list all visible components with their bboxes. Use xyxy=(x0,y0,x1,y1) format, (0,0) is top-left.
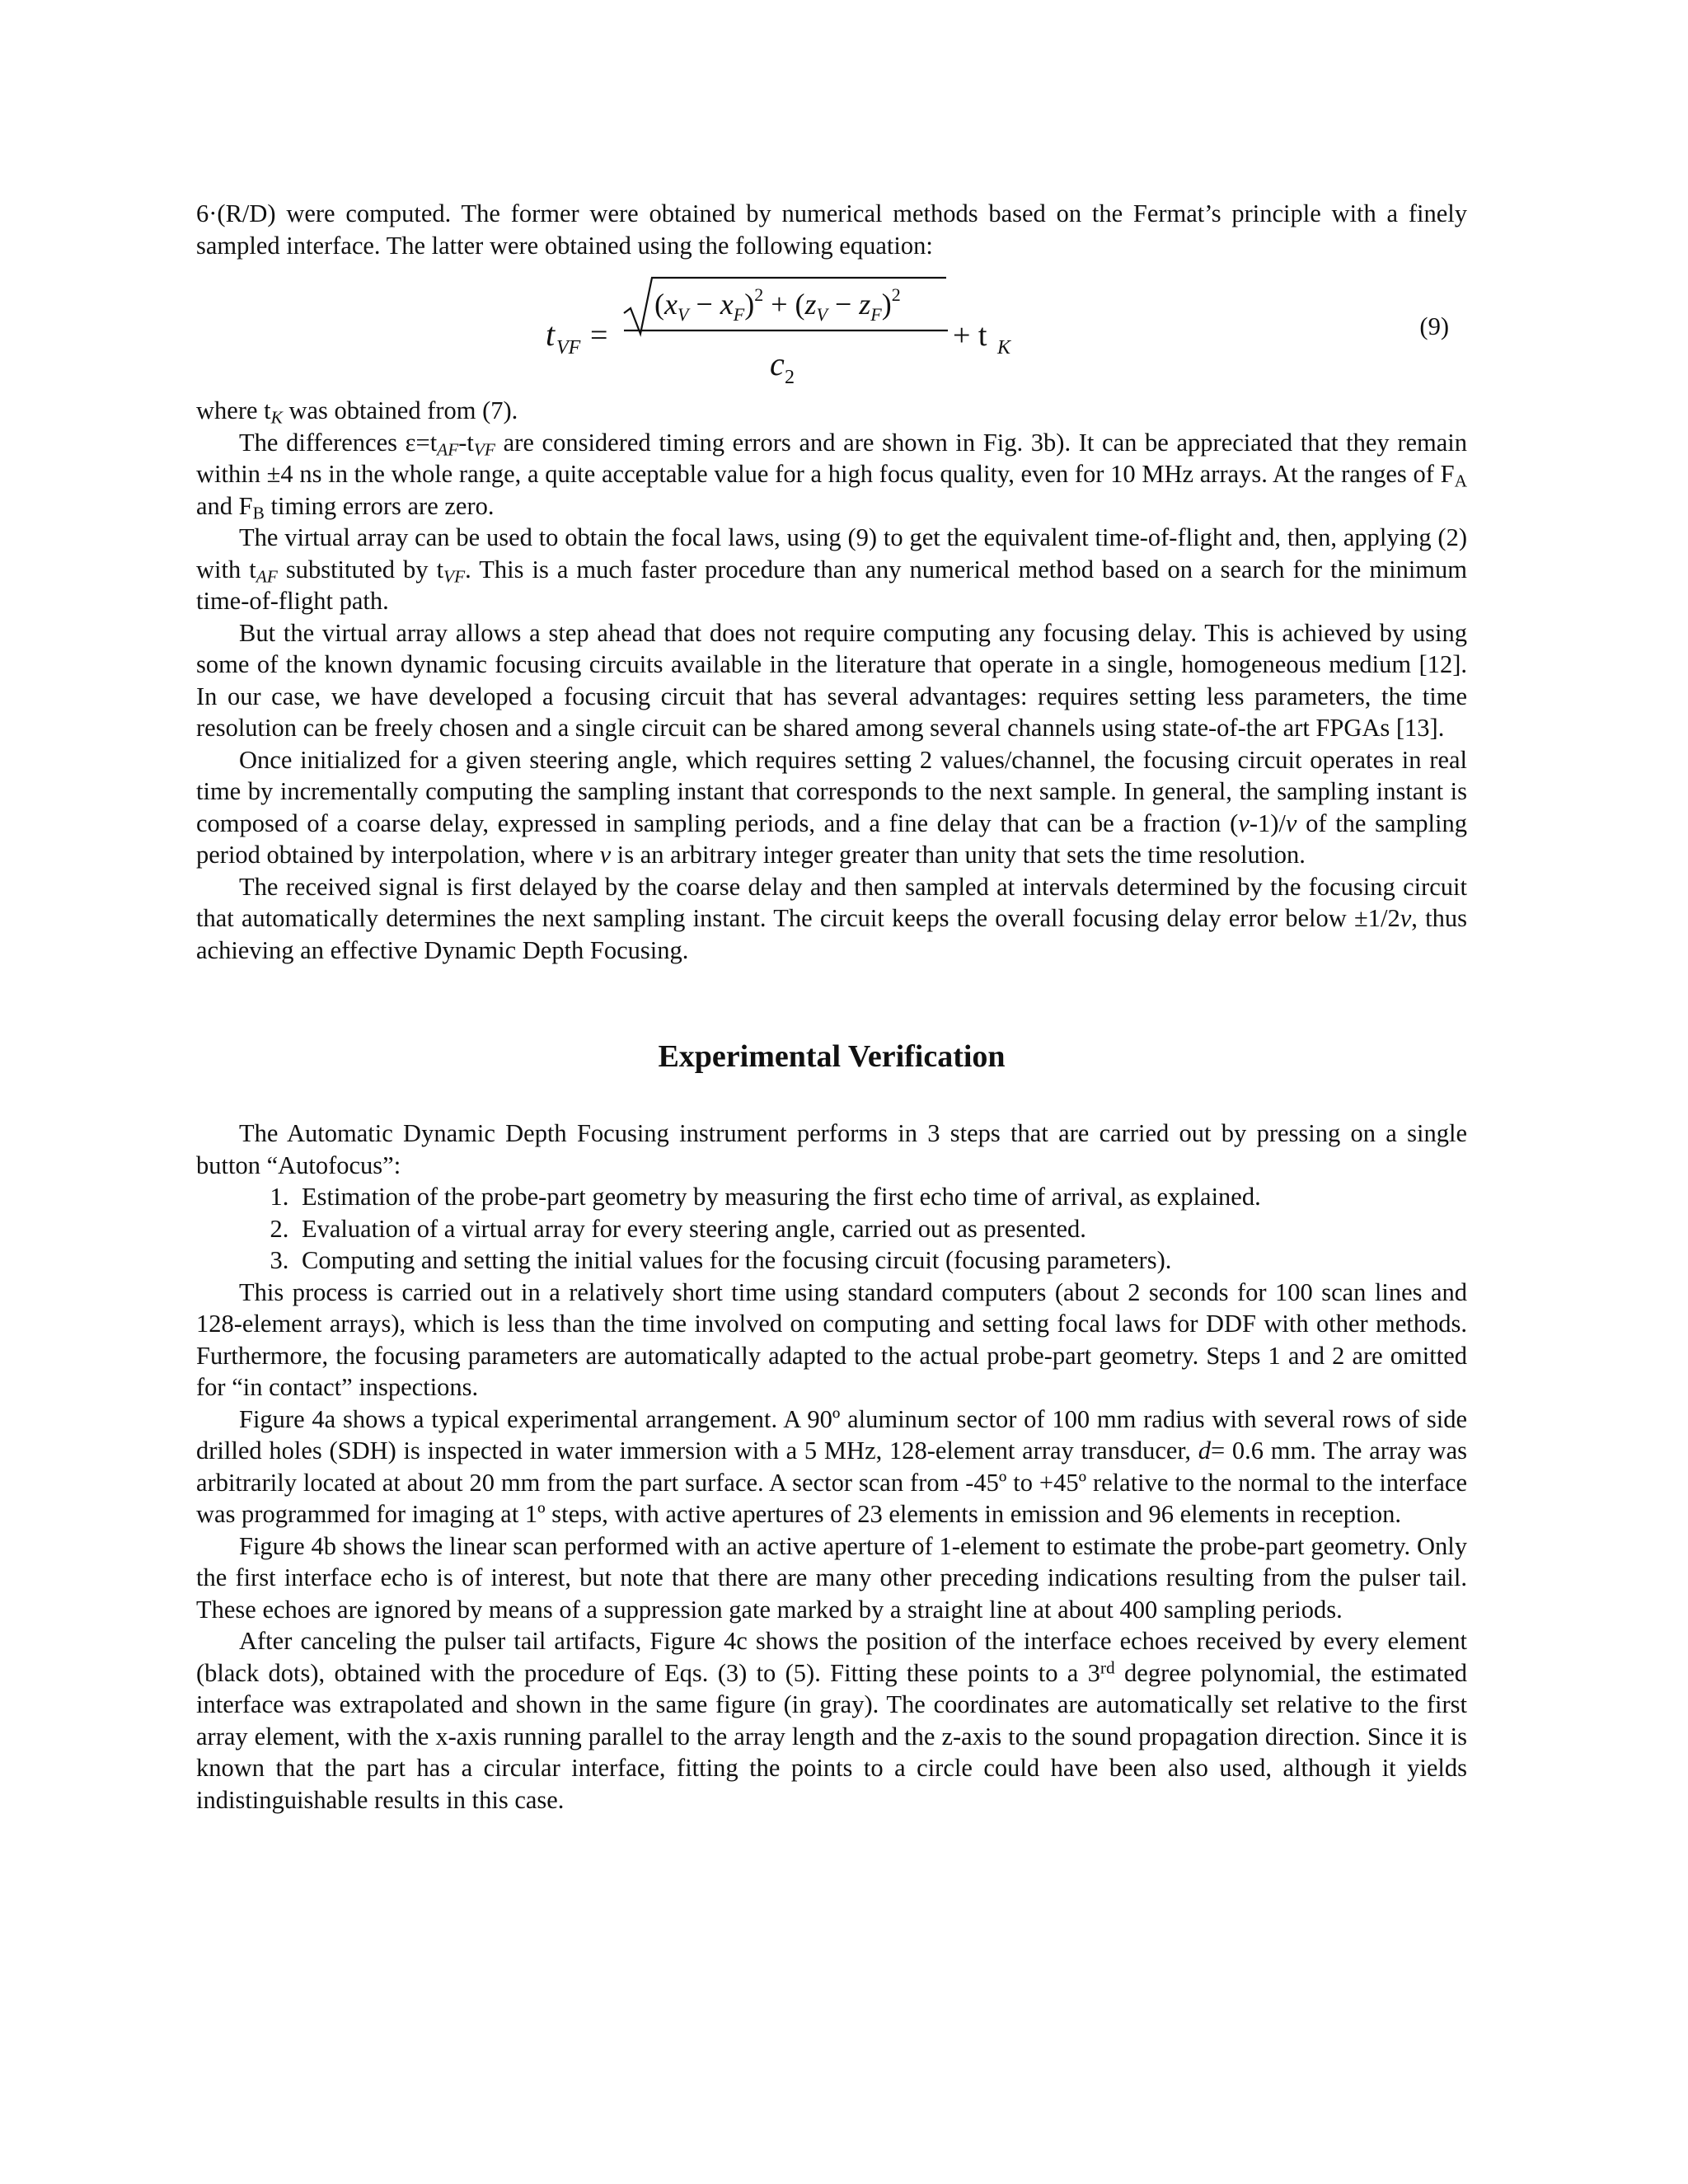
subscript: AF xyxy=(256,565,278,586)
subscript: K xyxy=(270,407,283,428)
subscript: AF xyxy=(437,438,459,459)
equation-lhs-subscript: VF xyxy=(556,337,581,359)
equation-denominator: c xyxy=(770,345,785,382)
list-item: 3. Computing and setting the initial values for the focusing circuit (focusing parameters). xyxy=(295,1244,1467,1277)
paragraph-figure-4c xyxy=(196,1625,1467,1816)
text-run: -1)/ xyxy=(1249,808,1286,837)
text-run: . This is a much faster procedure than any numerical method based on a search for the minimum time-of-flight path. xyxy=(196,555,1467,615)
equation-lhs: t xyxy=(546,316,556,353)
steps-list xyxy=(196,1181,1467,1277)
paragraph-figure-4b: Figure 4b shows the linear scan performed with an active aperture of 1-element to estimate the probe-part geometry. Only the first interface echo is of interest, but note that there are many other preceding indications resulting from the pulser tail. These echoes are ignored by means of a suppression gate marked by a straight line at about 400 sampling periods. xyxy=(196,1531,1467,1624)
italic-var: v xyxy=(599,841,612,869)
equation-graphic xyxy=(196,268,1467,393)
document-page xyxy=(196,198,1467,1816)
text-run: The differences ε=t xyxy=(239,428,438,457)
paragraph-intro: 6·(R/D) were computed. The former were obtained by numerical methods based on the Fermat’s principle with a finely sampled interface. The latter were obtained using the following equation: xyxy=(196,199,1467,260)
text-run: -t xyxy=(458,428,474,457)
equation-tail: + t xyxy=(953,318,987,353)
paragraph-instrument: The Automatic Dynamic Depth Focusing instrument performs in 3 steps that are carried out by pressing on a single button “Autofocus”: xyxy=(196,1119,1467,1179)
equation-number: (9) xyxy=(1419,312,1449,340)
section-heading: Experimental Verification xyxy=(658,1039,1006,1074)
italic-var: d xyxy=(1198,1436,1211,1465)
superscript: rd xyxy=(1100,1657,1115,1677)
text-run: The virtual array can be used to obtain the focal laws, using (9) to get the equivalent time-of-flight and, then, applying (2) with t xyxy=(196,523,1467,583)
equation-denominator-subscript: 2 xyxy=(785,367,795,388)
text-run: where t xyxy=(196,396,271,424)
text-run: The received signal is first delayed by the coarse delay and then sampled at intervals determined by the focusing circuit that automatically determines the next sampling instant. The circuit keeps the overall focusing delay error below ±1/2 xyxy=(196,872,1467,932)
italic-var: v xyxy=(1285,808,1297,837)
text-run: , thus achieving an effective Dynamic Depth Focusing. xyxy=(196,904,1468,964)
italic-var: v xyxy=(1238,808,1250,837)
subscript: VF xyxy=(443,565,466,586)
paragraph-virtual-array xyxy=(196,522,1467,617)
text-run: = 0.6 mm. The array was arbitrarily located at about 20 mm from the part surface. A sector scan from -45º to +45º relative to the normal to the interface was programmed for imaging at 1º steps, with active apertures of 23 elements in emission and 96 elements in reception. xyxy=(196,1436,1467,1528)
paragraph-received-signal xyxy=(196,871,1467,967)
text-run: After canceling the pulser tail artifacts, Figure 4c shows the position of the interface echoes received by every element (black dots), obtained with the procedure of Eqs. (3) to (5). Fitting these points to a 3 xyxy=(196,1627,1467,1687)
text-run: is an arbitrary integer greater than unity that sets the time resolution. xyxy=(611,841,1306,869)
italic-var: v xyxy=(1400,904,1412,932)
equation-equals: = xyxy=(590,318,608,353)
text-run: timing errors are zero. xyxy=(264,491,495,520)
paragraph-differences xyxy=(196,427,1467,523)
equation-tail-subscript: K xyxy=(997,337,1011,359)
text-run: and F xyxy=(196,491,253,520)
paragraph-where xyxy=(196,395,1467,427)
equation-radicand: $(x_V - x_F)^2 + (z_V - z_F)^2$ xyxy=(654,284,901,325)
text-run: substituted by t xyxy=(277,555,444,583)
subscript: B xyxy=(252,502,265,523)
text-run: degree polynomial, the estimated interface was extrapolated and shown in the same figure (in gray). The coordinates are automatically set relative to the first array element, with the x-axis running parallel to the array length and the z-axis to the sound propagation direction. Since it is known that the part has a circular interface, fitting the points to a circle could have been also used, although it yields indistinguishable results in this case. xyxy=(196,1658,1467,1814)
list-item: 2. Evaluation of a virtual array for every steering angle, carried out as presented. xyxy=(295,1213,1467,1245)
text-run: was obtained from (7). xyxy=(282,396,518,424)
paragraph-process: This process is carried out in a relatively short time using standard computers (about 2 seconds for 100 scan lines and 128-element arrays), which is less than the time involved on computing and setting focal laws for DDF with other methods. Furthermore, the focusing parameters are automatically adapted to the actual probe-part geometry. Steps 1 and 2 are omitted for “in contact” inspections. xyxy=(196,1277,1467,1401)
text-run: Figure 4a shows a typical experimental arrangement. A 90º aluminum sector of 100 mm radius with several rows of side drilled holes (SDH) is inspected in water immersion with a 5 MHz, 128-element array transducer, xyxy=(196,1404,1467,1465)
text-run: Once initialized for a given steering angle, which requires setting 2 values/channel, the focusing circuit operates in real time by incrementally computing the sampling instant that corresponds to the next sample. In general, the sampling instant is composed of a coarse delay, expressed in sampling periods, and a fine delay that can be a fraction ( xyxy=(196,745,1467,837)
paragraph-initialized xyxy=(196,744,1467,871)
text-run: are considered timing errors and are shown in Fig. 3b). It can be appreciated that they remain within ±4 ns in the whole range, a quite acceptable value for a high focus quality, even for 10 MHz arrays. At the ranges of F xyxy=(196,428,1468,488)
equation-9 xyxy=(196,268,1467,393)
text-run: of the sampling period obtained by interpolation, where xyxy=(196,808,1467,869)
subscript: A xyxy=(1454,471,1467,491)
subscript: VF xyxy=(473,438,495,459)
list-item: 1. Estimation of the probe-part geometry by measuring the first echo time of arrival, as explained. xyxy=(295,1181,1467,1213)
paragraph-step-ahead: But the virtual array allows a step ahead that does not require computing any focusing delay. This is achieved by using some of the known dynamic focusing circuits available in the literature that operate in a single, homogeneous medium [12]. In our case, we have developed a focusing circuit that has several advantages: requires setting less parameters, the time resolution can be freely chosen and a single circuit can be shared among several channels using state-of-the art FPGAs [13]. xyxy=(196,618,1467,742)
paragraph-figure-4a xyxy=(196,1404,1467,1530)
